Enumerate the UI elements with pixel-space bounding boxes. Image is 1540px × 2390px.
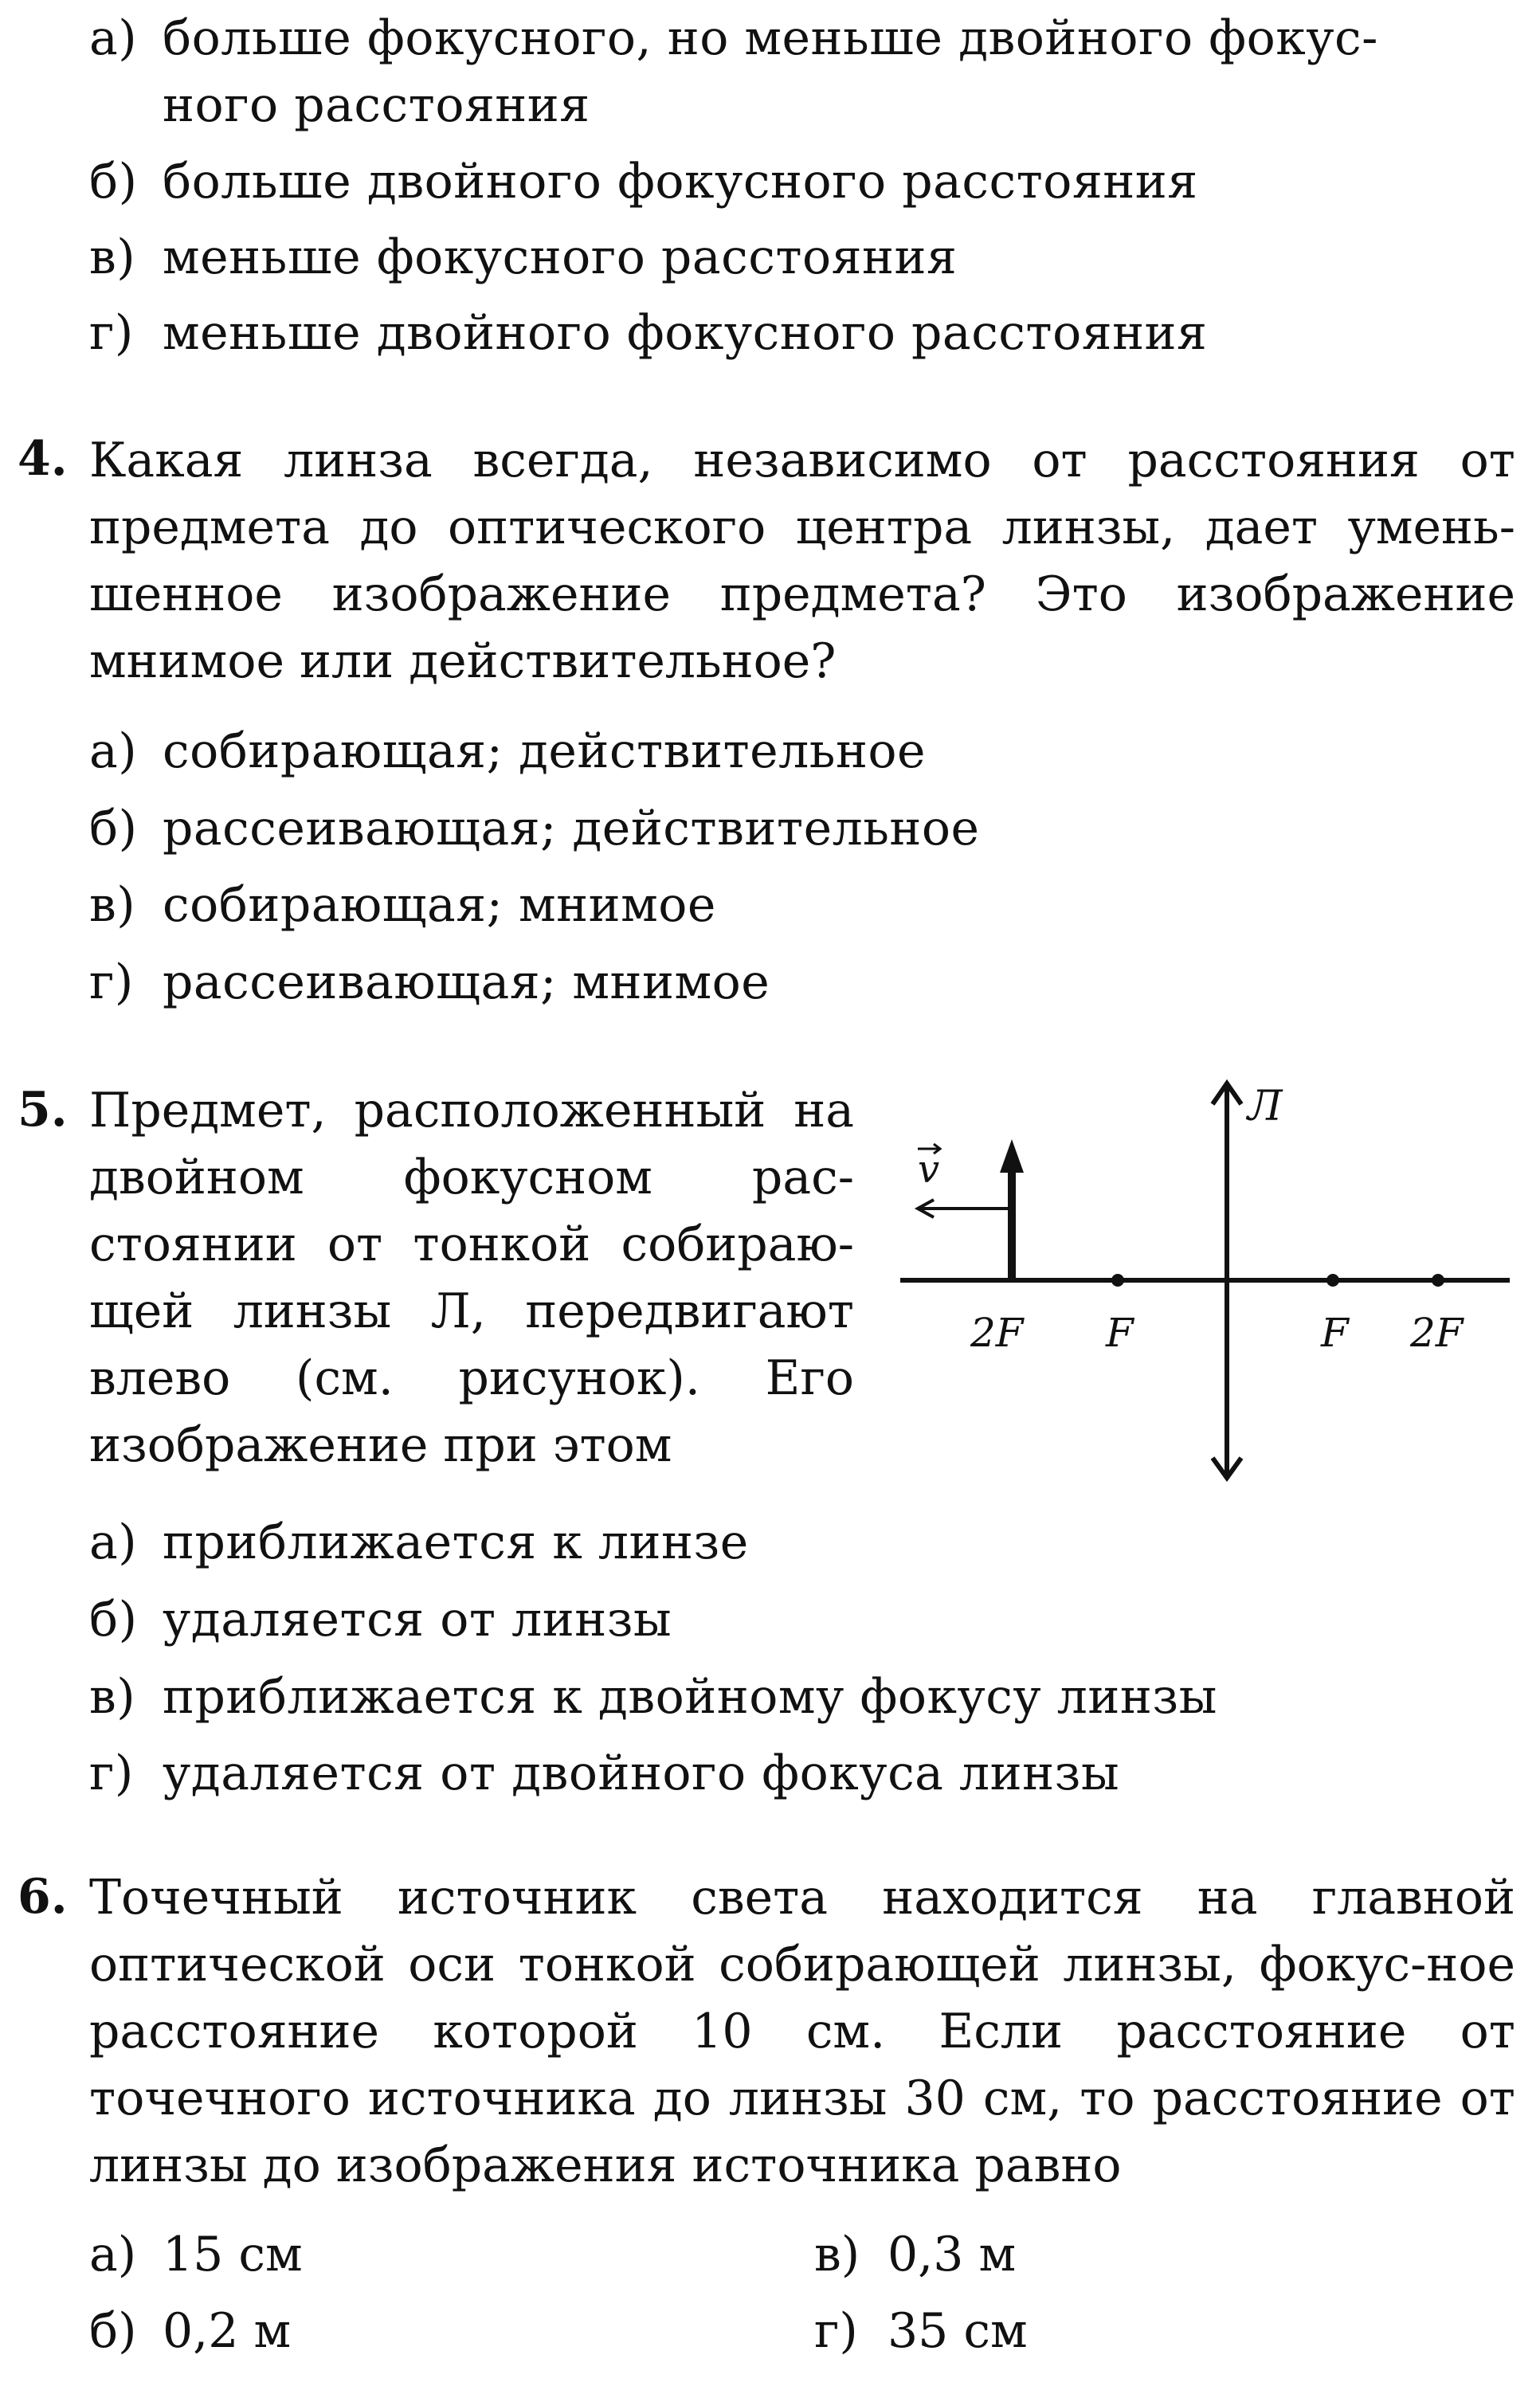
option-text: рассеивающая; действительное [163, 801, 980, 856]
q4-option-v [89, 875, 716, 935]
q3-option-a [89, 8, 1378, 69]
question-5-number: 5. [18, 1082, 68, 1138]
left-f-label: F [1106, 1310, 1134, 1356]
option-label: а) [89, 10, 138, 66]
option-text: собирающая; действительное [163, 723, 927, 779]
option-label: в) [89, 229, 136, 285]
q3-option-a-continuation: ного расстояния [163, 77, 590, 133]
lens-label: Л [1248, 1083, 1283, 1130]
left-focus-point [1111, 1274, 1124, 1287]
question-6-number: 6. [18, 1869, 68, 1925]
option-text: больше фокусного, но меньше двойного фокус- [163, 10, 1378, 66]
q5-option-g [89, 1743, 1119, 1804]
lens-diagram [892, 1076, 1514, 1506]
option-label: г) [89, 1745, 134, 1801]
question-5-text: Предмет, расположенный на двойном фокусном рас-стоянии от тонкой собираю-щей линзы Л, передвигают влево (см. рисунок). Его изображение при этом [89, 1083, 854, 1473]
q6-option-v [814, 2224, 1016, 2285]
option-label: б) [89, 1592, 138, 1648]
right-focus-point [1326, 1274, 1339, 1287]
option-label: б) [89, 801, 138, 856]
option-text: рассеивающая; мнимое [163, 954, 770, 1010]
option-label: г) [89, 305, 134, 361]
option-text: приближается к двойному фокусу линзы [163, 1669, 1217, 1725]
option-text: удаляется от линзы [163, 1592, 672, 1648]
q6-option-g [814, 2301, 1028, 2361]
object-arrowhead [1000, 1139, 1024, 1173]
option-label: а) [89, 723, 138, 779]
option-text: меньше двойного фокусного расстояния [163, 305, 1208, 361]
option-label: а) [89, 2227, 137, 2282]
q5-option-b [89, 1589, 672, 1650]
option-text: меньше фокусного расстояния [163, 229, 958, 285]
q6-option-a [89, 2224, 303, 2285]
option-text: 15 см [163, 2227, 303, 2282]
option-text: собирающая; мнимое [163, 877, 716, 933]
option-label: г) [89, 954, 134, 1010]
question-6-text: Точечный источник света находится на главной оптической оси тонкой собирающей линзы, фокус-ное расстояние которой 10 см. Если расстояние от точечного источника до линзы 30 см, то расстояние от линзы до изображения источника равно [89, 1870, 1515, 2193]
q4-option-g [89, 952, 770, 1013]
q5-option-v [89, 1667, 1217, 1727]
option-label: г) [814, 2303, 858, 2359]
right-f-label: F [1321, 1310, 1349, 1356]
option-label: б) [89, 2303, 137, 2359]
option-text: 35 см [888, 2303, 1028, 2359]
q3-option-v [89, 227, 957, 288]
option-text: больше двойного фокусного расстояния [163, 154, 1198, 210]
q3-option-b [89, 151, 1198, 212]
option-label: в) [814, 2227, 860, 2282]
option-label: б) [89, 154, 138, 210]
q3-option-g [89, 303, 1207, 363]
question-4-text: Какая линза всегда, независимо от расстояния от предмета до оптического центра линзы, дает умень-шенное изображение предмета? Это изображение мнимое или действительное? [89, 433, 1515, 689]
right-2f-point [1432, 1274, 1444, 1287]
option-label: а) [89, 1514, 138, 1570]
option-text: удаляется от двойного фокуса линзы [163, 1745, 1120, 1801]
left-2f-label: 2F [970, 1310, 1024, 1356]
option-text: 0,3 м [888, 2227, 1017, 2282]
option-text: 0,2 м [163, 2303, 292, 2359]
right-2f-label: 2F [1410, 1310, 1464, 1356]
option-text: приближается к линзе [163, 1514, 749, 1570]
q4-option-a [89, 721, 926, 782]
q6-option-b [89, 2301, 291, 2361]
velocity-label: v [918, 1147, 940, 1192]
option-label: в) [89, 1669, 136, 1725]
q4-option-b [89, 798, 979, 859]
question-4-number: 4. [18, 431, 68, 487]
q5-option-a [89, 1512, 749, 1573]
option-label: в) [89, 877, 136, 933]
